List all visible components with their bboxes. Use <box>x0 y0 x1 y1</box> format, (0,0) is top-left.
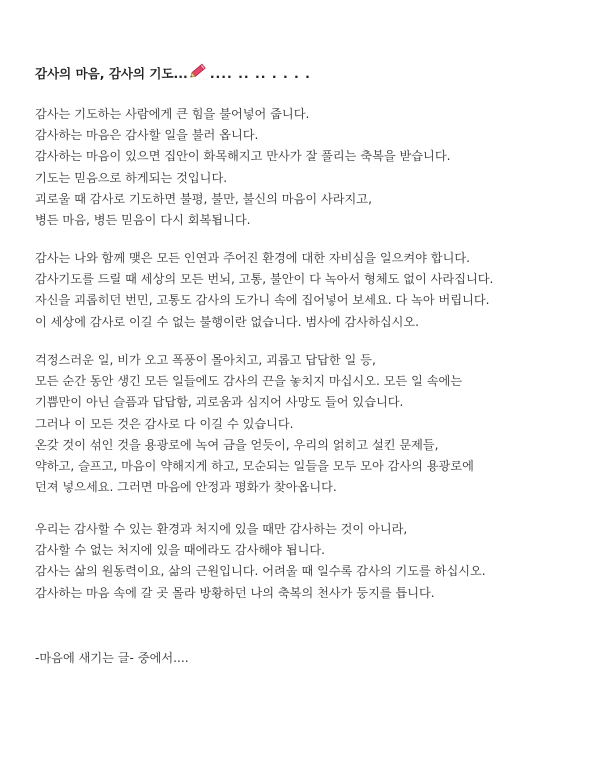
paragraph-line: 그러나 이 모든 것은 감사로 다 이길 수 있습니다. <box>35 416 294 431</box>
paragraph-line: 감사하는 마음은 감사할 일을 불러 옵니다. <box>35 128 259 143</box>
paragraph-line: 자신을 괴롭히던 번민, 고통도 감사의 도가니 속에 집어넣어 보세요. 다 녹아 버립니다. <box>35 293 490 308</box>
paragraph-1 <box>35 104 450 231</box>
source-attribution: -마음에 새기는 글- 중에서.... <box>35 651 189 665</box>
paragraph-line: 감사기도를 드릴 때 세상의 모든 번뇌, 고통, 불안이 다 녹아서 형체도 없이 사라집니다. <box>35 272 494 287</box>
title-trailing-dots: .... .. .. . . . . <box>209 65 311 81</box>
paragraph-line: 감사는 기도하는 사람에게 큰 힘을 불어넣어 줍니다. <box>35 107 310 121</box>
paragraph-line: 감사하는 마음이 있으면 집안이 화목해지고 만사가 잘 풀리는 축복을 받습니다. <box>35 149 451 164</box>
paragraph-line: 괴로울 때 감사로 기도하면 불평, 불만, 불신의 마음이 사라지고, <box>35 191 372 206</box>
paragraph-line: 감사할 수 없는 처지에 있을 때에라도 감사해야 됩니다. <box>35 543 326 558</box>
paragraph-line: 감사는 삶의 원동력이요, 삶의 근원입니다. 어려울 때 일수록 감사의 기도를 하십시오. <box>35 564 486 579</box>
paragraph-2 <box>35 248 493 333</box>
paragraph-4 <box>35 519 486 604</box>
paragraph-line: 온갖 것이 섞인 것을 용광로에 녹여 금을 얻듯이, 우리의 얽히고 설킨 문제들, <box>35 437 439 452</box>
paragraph-line: 기쁨만이 아닌 슬픔과 답답함, 괴로움과 심지어 사망도 들어 있습니다. <box>35 395 404 410</box>
paragraph-line: 우리는 감사할 수 있는 환경과 처지에 있을 때만 감사하는 것이 아니라, <box>35 522 408 536</box>
title-row <box>35 62 311 84</box>
paragraph-line: 던져 넣으세요. 그러면 마음에 안정과 평화가 찾아옵니다. <box>35 480 337 495</box>
paragraph-line: 이 세상에 감사로 이길 수 없는 불행이란 없습니다. 범사에 감사하십시오. <box>35 314 420 329</box>
paragraph-3 <box>35 350 474 498</box>
paragraph-line: 기도는 믿음으로 하게되는 것입니다. <box>35 170 228 185</box>
paragraph-line: 약하고, 슬프고, 마음이 약해지게 하고, 모순되는 일들을 모두 모아 감사의 용광로에 <box>35 458 474 473</box>
paragraph-line: 병든 마음, 병든 믿음이 다시 회복됩니다. <box>35 212 251 227</box>
pencil-icon <box>189 61 209 79</box>
paragraph-line: 감사는 나와 함께 맺은 모든 인연과 주어진 환경에 대한 자비심을 일으켜야 합니다. <box>35 251 471 265</box>
page-title: 감사의 마음, 감사의 기도... <box>35 66 188 81</box>
paragraph-line: 걱정스러운 일, 비가 오고 폭풍이 몰아치고, 괴롭고 답답한 일 등, <box>35 353 376 367</box>
paragraph-line: 모든 순간 동안 생긴 모든 일들에도 감사의 끈을 놓치지 마십시오. 모든 일 속에는 <box>35 374 463 389</box>
paragraph-line: 감사하는 마음 속에 갈 곳 몰라 방황하던 나의 축복의 천사가 둥지를 틉니다. <box>35 585 435 600</box>
